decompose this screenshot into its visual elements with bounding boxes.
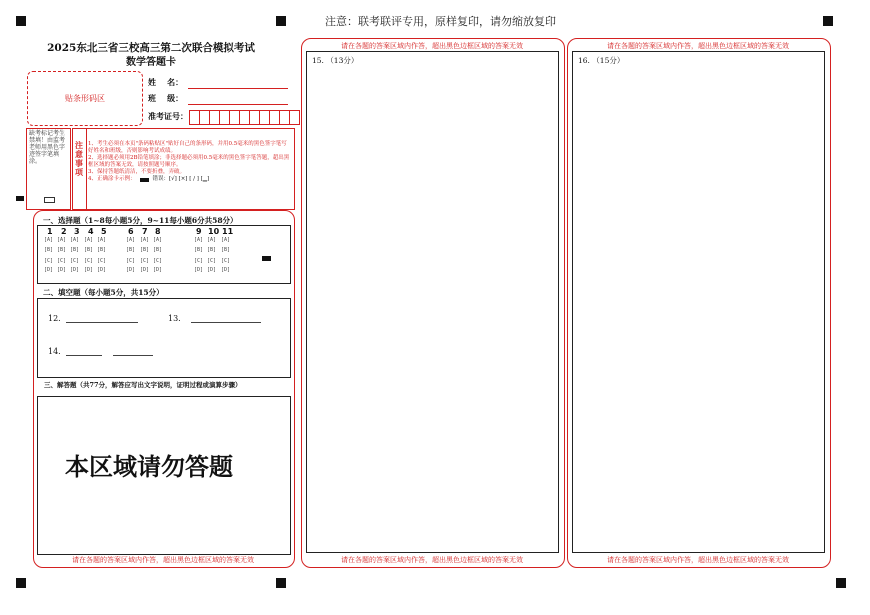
choice-num-10: 10 [208, 227, 220, 236]
choice-num-1: 1 [47, 227, 53, 236]
warning-col1: 请在各题的答案区域内作答，超出黑色边框区域的答案无效 [72, 556, 254, 564]
option-bubble-q6-A[interactable]: [A] [126, 237, 136, 243]
timing-mark-top-right [823, 16, 833, 26]
choice-num-5: 5 [101, 227, 107, 236]
timing-mark-top-left [16, 16, 26, 26]
option-bubble-q5-A[interactable]: [A] [97, 237, 107, 243]
option-bubble-q4-B[interactable]: [B] [84, 247, 94, 253]
note-item-3: 3、保持答题纸清洁，不要折叠，弄破。 [88, 169, 186, 175]
barcode-area [27, 71, 143, 126]
notes-box [72, 128, 295, 210]
option-bubble-q3-D[interactable]: [D] [70, 267, 80, 273]
option-bubble-q2-D[interactable]: [D] [57, 267, 67, 273]
option-bubble-q4-C[interactable]: [C] [84, 258, 94, 264]
exam-subtitle: 数学答题卡 [126, 57, 176, 68]
no-answer-notice: 本区域请勿答题 [65, 452, 233, 481]
option-bubble-q9-B[interactable]: [B] [194, 247, 204, 253]
option-bubble-q8-D[interactable]: [D] [153, 267, 163, 273]
option-bubble-q11-B[interactable]: [B] [221, 247, 231, 253]
warning-col3-bottom: 请在各题的答案区域内作答，超出黑色边框区域的答案无效 [607, 556, 789, 564]
choice-num-6: 6 [128, 227, 134, 236]
name-field[interactable] [188, 88, 288, 89]
top-notice: 注意：联考联评专用，原样复印，请勿缩放复印 [325, 15, 556, 28]
fill-box [37, 298, 291, 378]
choice-num-8: 8 [155, 227, 161, 236]
option-bubble-q9-C[interactable]: [C] [194, 258, 204, 264]
option-bubble-q9-A[interactable]: [A] [194, 237, 204, 243]
option-bubble-q3-A[interactable]: [A] [70, 237, 80, 243]
note-item-4: 4、正确涂卡示例： [88, 176, 136, 182]
option-bubble-q5-C[interactable]: [C] [97, 258, 107, 264]
option-bubble-q1-C[interactable]: [C] [44, 258, 54, 264]
q16-answer-box[interactable] [572, 51, 825, 553]
side-mark-left [16, 196, 24, 201]
q15-answer-box[interactable] [306, 51, 559, 553]
timing-mark-bottom-left [16, 578, 26, 588]
q12-label: 12. [48, 314, 61, 323]
q14-answer-line-2[interactable] [113, 355, 153, 356]
note-item-1: 1、考生必须在本页"条码粘贴区"贴好自己的条形码，并用0.5毫米的黑色签字笔写好姓名和班级，否则影响考试成绩。 [88, 141, 287, 154]
option-bubble-q1-D[interactable]: [D] [44, 267, 54, 273]
q13-answer-line[interactable] [191, 322, 261, 323]
option-bubble-q11-A[interactable]: [A] [221, 237, 231, 243]
option-bubble-q1-A[interactable]: [A] [44, 237, 54, 243]
option-bubble-q1-B[interactable]: [B] [44, 247, 54, 253]
option-bubble-q4-A[interactable]: [A] [84, 237, 94, 243]
option-bubble-q6-D[interactable]: [D] [126, 267, 136, 273]
option-bubble-q10-B[interactable]: [B] [207, 247, 217, 253]
timing-mark-bottom-center [276, 578, 286, 588]
warning-col2-bottom: 请在各题的答案区域内作答，超出黑色边框区域的答案无效 [341, 556, 523, 564]
q16-label: 16. （15分） [578, 56, 625, 65]
note-item-2: 2、选择题必须用2B铅笔填涂；非选择题必须用0.5毫米的黑色签字笔答题，超出黑框区域的答案无效，请按照题号顺序。 [88, 155, 290, 168]
option-bubble-q10-C[interactable]: [C] [207, 258, 217, 264]
exam-title: 2025东北三省三校高三第二次联合模拟考试 [47, 42, 255, 54]
choice-num-4: 4 [88, 227, 94, 236]
warning-col2-top: 请在各题的答案区域内作答，超出黑色边框区域的答案无效 [341, 42, 523, 50]
absent-text: 缺考标记考生禁填！由监考老师用黑色字迹签字笔填涂。 [29, 130, 66, 165]
option-bubble-q5-D[interactable]: [D] [97, 267, 107, 273]
option-bubble-q11-C[interactable]: [C] [221, 258, 231, 264]
choice-num-7: 7 [142, 227, 148, 236]
timing-mark-top-center [276, 16, 286, 26]
option-bubble-q8-A[interactable]: [A] [153, 237, 163, 243]
option-bubble-q7-A[interactable]: [A] [140, 237, 150, 243]
option-bubble-q8-C[interactable]: [C] [153, 258, 163, 264]
class-label: 班 级： [148, 93, 184, 103]
choice-num-2: 2 [61, 227, 67, 236]
q12-answer-line[interactable] [66, 322, 138, 323]
q15-label: 15. （13分） [312, 56, 359, 65]
option-bubble-q7-B[interactable]: [B] [140, 247, 150, 253]
name-label: 姓 名： [148, 77, 184, 87]
option-bubble-q3-B[interactable]: [B] [70, 247, 80, 253]
option-bubble-q6-B[interactable]: [B] [126, 247, 136, 253]
correct-fill-example [140, 178, 149, 182]
note-wrong-examples: 错误：[√] [×] [ / ] [▁] [152, 176, 210, 182]
class-field[interactable] [188, 104, 288, 105]
option-bubble-q6-C[interactable]: [C] [126, 258, 136, 264]
notes-list [88, 141, 291, 183]
section3-title: 三、解答题（共77分，解答应写出文字说明，证明过程或演算步骤） [44, 381, 242, 389]
choice-num-11: 11 [222, 227, 234, 236]
option-bubble-q10-A[interactable]: [A] [207, 237, 217, 243]
choice-num-9: 9 [196, 227, 202, 236]
barcode-area-label: 贴条形码区 [65, 94, 105, 103]
section1-title: 一、选择题（1~8每小题5分，9~11每小题6分共58分） [43, 216, 238, 225]
notes-heading: 注意事项 [75, 140, 83, 177]
exam-no-boxes[interactable] [189, 110, 300, 125]
option-bubble-q7-C[interactable]: [C] [140, 258, 150, 264]
option-bubble-q2-C[interactable]: [C] [57, 258, 67, 264]
choice-num-3: 3 [74, 227, 80, 236]
option-bubble-q11-D[interactable]: [D] [221, 267, 231, 273]
timing-mark-bottom-right [836, 578, 846, 588]
section2-title: 二、填空题（每小题5分，共15分） [43, 288, 164, 297]
option-bubble-q3-C[interactable]: [C] [70, 258, 80, 264]
q14-label: 14. [48, 347, 61, 356]
option-bubble-q4-D[interactable]: [D] [84, 267, 94, 273]
absent-fill-box[interactable] [44, 197, 55, 203]
option-bubble-q2-A[interactable]: [A] [57, 237, 67, 243]
warning-col3-top: 请在各题的答案区域内作答，超出黑色边框区域的答案无效 [607, 42, 789, 50]
option-bubble-q9-D[interactable]: [D] [194, 267, 204, 273]
option-bubble-q10-D[interactable]: [D] [207, 267, 217, 273]
q14-answer-line-1[interactable] [66, 355, 102, 356]
option-bubble-q8-B[interactable]: [B] [153, 247, 163, 253]
exam-no-label: 准考证号： [148, 111, 188, 121]
choice-marker [262, 256, 271, 261]
option-bubble-q7-D[interactable]: [D] [140, 267, 150, 273]
absent-box [26, 128, 71, 210]
option-bubble-q5-B[interactable]: [B] [97, 247, 107, 253]
option-bubble-q2-B[interactable]: [B] [57, 247, 67, 253]
q13-label: 13. [168, 314, 181, 323]
